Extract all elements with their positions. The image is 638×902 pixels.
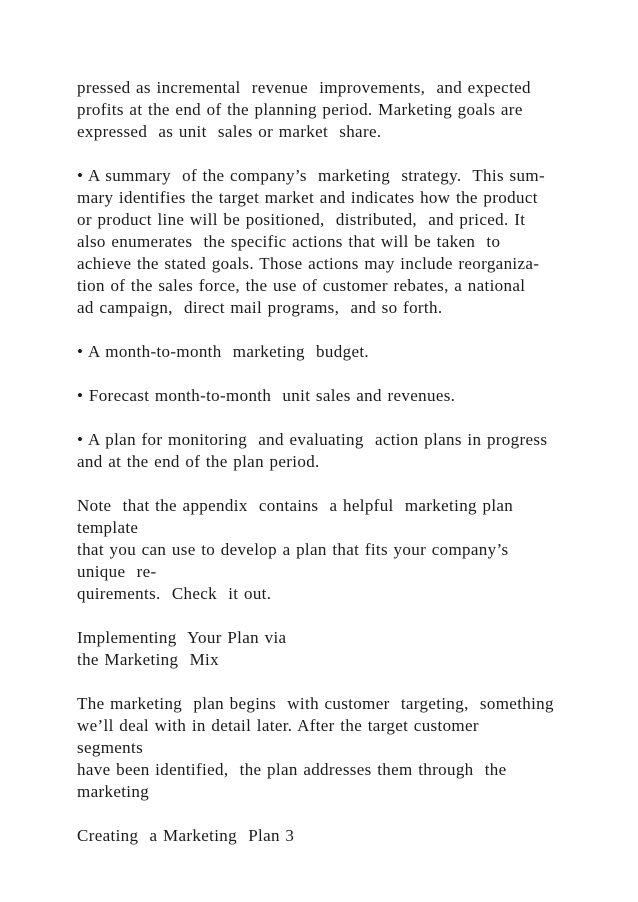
bullet-line: • A summary of the company’s marketing strategy. This sum- — [77, 166, 545, 185]
paragraph-line: profits at the end of the planning period. Marketing goals are — [77, 100, 523, 119]
paragraph-line: that you can use to develop a plan that fits your company’s — [77, 540, 509, 559]
paragraph-line: tion of the sales force, the use of customer rebates, a national — [77, 276, 526, 295]
paragraph-line: have been identified, the plan addresses them through the — [77, 760, 507, 779]
page-footer-line: Creating a Marketing Plan 3 — [77, 826, 295, 845]
paragraph-line: Note that the appendix contains a helpful marketing plan — [77, 496, 514, 515]
paragraph-line: pressed as incremental revenue improvements, and expected — [77, 78, 531, 97]
bullet-line: • Forecast month-to-month unit sales and revenues. — [77, 386, 456, 405]
paragraph-line: unique re- — [77, 562, 157, 581]
paragraph-line: template — [77, 518, 139, 537]
paragraph-line: achieve the stated goals. Those actions may include reorganiza- — [77, 254, 540, 273]
paragraph-line: ad campaign, direct mail programs, and so forth. — [77, 298, 443, 317]
paragraph-line: or product line will be positioned, distributed, and priced. It — [77, 210, 526, 229]
paragraph-line: we’ll deal with in detail later. After the target customer — [77, 716, 479, 735]
paragraph-line: expressed as unit sales or market share. — [77, 122, 382, 141]
bullet-line: • A month-to-month marketing budget. — [77, 342, 370, 361]
paragraph-line: also enumerates the specific actions that will be taken to — [77, 232, 501, 251]
section-heading-line: the Marketing Mix — [77, 650, 219, 669]
paragraph-line: marketing — [77, 782, 150, 801]
bullet-line: • A plan for monitoring and evaluating action plans in progress — [77, 430, 548, 449]
section-heading-line: Implementing Your Plan via — [77, 628, 287, 647]
paragraph-line: mary identifies the target market and indicates how the product — [77, 188, 538, 207]
paragraph-line: segments — [77, 738, 144, 757]
paragraph-line: and at the end of the plan period. — [77, 452, 320, 471]
paragraph-line: quirements. Check it out. — [77, 584, 272, 603]
paragraph-line: The marketing plan begins with customer targeting, something — [77, 694, 554, 713]
